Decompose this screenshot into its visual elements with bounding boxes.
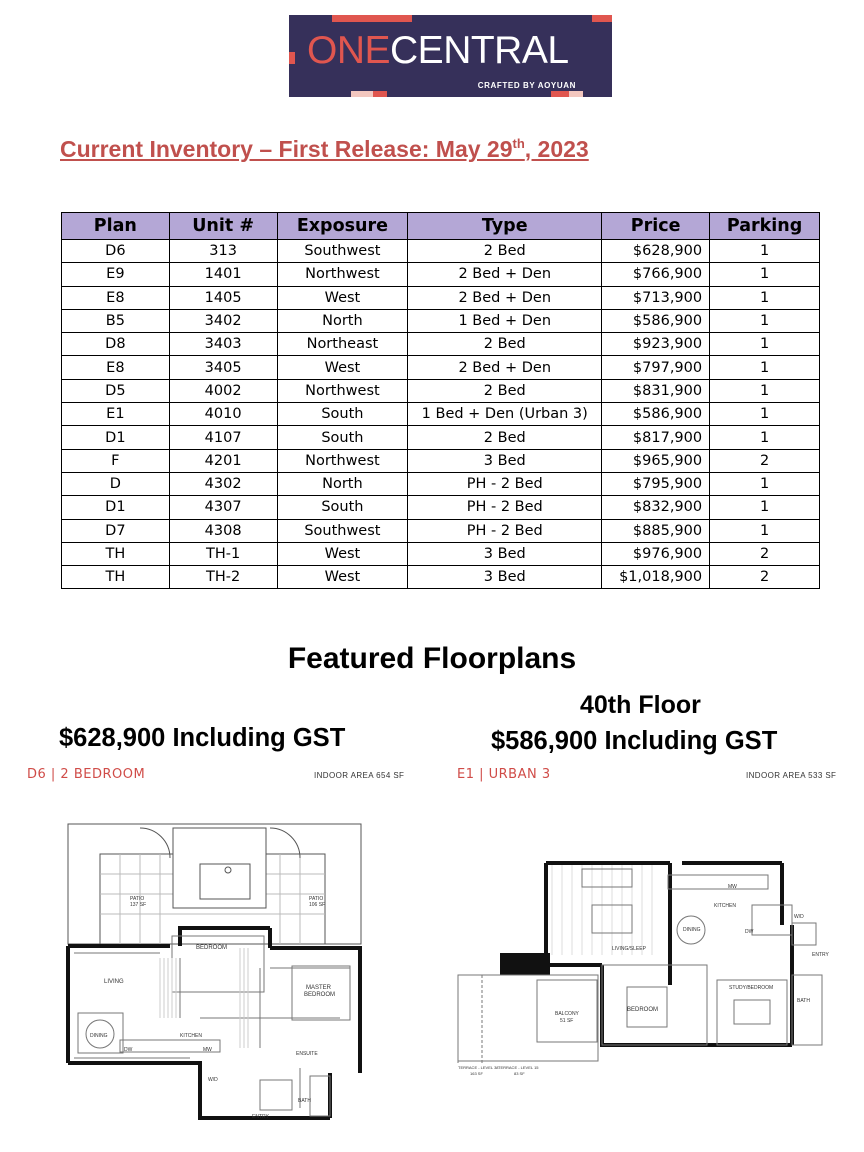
inventory-table bbox=[61, 212, 820, 589]
room-label-living-sleep: LIVING/SLEEP bbox=[612, 946, 646, 952]
cell-plan: D1 bbox=[62, 426, 170, 449]
cell-unit: 3402 bbox=[169, 309, 277, 332]
cell-plan: D7 bbox=[62, 519, 170, 542]
room-label-terrace2-sf: 83 SF bbox=[514, 1071, 525, 1076]
featured-heading: Featured Floorplans bbox=[287, 642, 577, 675]
room-label-ensuite: ENSUITE bbox=[296, 1051, 318, 1057]
cell-exposure: West bbox=[277, 566, 408, 589]
cell-type: 2 Bed bbox=[408, 333, 602, 356]
cell-type: 3 Bed bbox=[408, 449, 602, 472]
plan-label-left: D6 | 2 BEDROOM bbox=[27, 767, 146, 782]
cell-plan: E9 bbox=[62, 263, 170, 286]
area-label-right: INDOOR AREA 533 SF bbox=[746, 771, 837, 780]
room-label-kitchen: KITCHEN bbox=[180, 1033, 202, 1039]
cell-parking: 1 bbox=[710, 426, 820, 449]
logo-accent-bar bbox=[592, 15, 612, 22]
table-row bbox=[62, 333, 820, 356]
cell-exposure: West bbox=[277, 286, 408, 309]
cell-price: $831,900 bbox=[602, 379, 710, 402]
room-label-living: LIVING bbox=[104, 979, 124, 985]
cell-exposure: Northwest bbox=[277, 449, 408, 472]
room-label-terrace2: TERRACE - LEVEL 15 bbox=[498, 1065, 539, 1070]
floorplan-d6 bbox=[60, 818, 370, 1134]
cell-exposure: West bbox=[277, 542, 408, 565]
cell-type: 1 Bed + Den (Urban 3) bbox=[408, 403, 602, 426]
table-row bbox=[62, 379, 820, 402]
logo-accent-bar bbox=[351, 91, 373, 97]
cell-exposure: Southwest bbox=[277, 240, 408, 263]
cell-plan: TH bbox=[62, 566, 170, 589]
cell-parking: 1 bbox=[710, 286, 820, 309]
logo-accent-bar bbox=[289, 52, 295, 64]
brand-logo bbox=[289, 15, 612, 97]
room-label-patio-right: PATIO bbox=[309, 896, 324, 902]
cell-type: 2 Bed + Den bbox=[408, 356, 602, 379]
cell-exposure: Northeast bbox=[277, 333, 408, 356]
table-row bbox=[62, 263, 820, 286]
inventory-table-body bbox=[62, 240, 820, 589]
cell-plan: D6 bbox=[62, 240, 170, 263]
cell-type: 1 Bed + Den bbox=[408, 309, 602, 332]
cell-price: $628,900 bbox=[602, 240, 710, 263]
table-row bbox=[62, 240, 820, 263]
area-label-left: INDOOR AREA 654 SF bbox=[314, 771, 405, 780]
table-row bbox=[62, 426, 820, 449]
cell-price: $832,900 bbox=[602, 496, 710, 519]
room-label-patio-left-sf: 137 SF bbox=[130, 902, 147, 908]
cell-exposure: Northwest bbox=[277, 379, 408, 402]
cell-plan: D8 bbox=[62, 333, 170, 356]
cell-parking: 1 bbox=[710, 309, 820, 332]
cell-parking: 1 bbox=[710, 519, 820, 542]
column-header-exposure: Exposure bbox=[277, 213, 408, 240]
column-header-price: Price bbox=[602, 213, 710, 240]
cell-type: 3 Bed bbox=[408, 566, 602, 589]
cell-parking: 2 bbox=[710, 566, 820, 589]
logo-accent-bar bbox=[332, 15, 412, 22]
room-label-terrace1: TERRACE - LEVEL 38 bbox=[458, 1065, 499, 1070]
cell-plan: D1 bbox=[62, 496, 170, 519]
floorplan-e1 bbox=[452, 855, 848, 1085]
cell-parking: 1 bbox=[710, 333, 820, 356]
inventory-title: Current Inventory – First Release: May 29th, 2023 bbox=[60, 136, 589, 162]
cell-type: 2 Bed bbox=[408, 240, 602, 263]
room-label-kitchen: KITCHEN bbox=[714, 903, 736, 909]
table-row bbox=[62, 403, 820, 426]
cell-plan: E8 bbox=[62, 356, 170, 379]
plan-label-right: E1 | URBAN 3 bbox=[457, 767, 551, 782]
cell-unit: 1401 bbox=[169, 263, 277, 286]
cell-price: $1,018,900 bbox=[602, 566, 710, 589]
cell-unit: 4002 bbox=[169, 379, 277, 402]
room-label-patio-right-sf: 106 SF bbox=[309, 902, 326, 908]
cell-price: $766,900 bbox=[602, 263, 710, 286]
logo-accent-bar bbox=[373, 91, 387, 97]
room-label-dining: DINING bbox=[683, 927, 701, 933]
featured-price-left: $628,900 Including GST bbox=[59, 724, 346, 752]
table-row bbox=[62, 449, 820, 472]
room-label-bath: BATH bbox=[298, 1098, 311, 1104]
cell-exposure: Southwest bbox=[277, 519, 408, 542]
cell-parking: 1 bbox=[710, 240, 820, 263]
table-row bbox=[62, 472, 820, 495]
cell-plan: B5 bbox=[62, 309, 170, 332]
cell-type: 2 Bed bbox=[408, 426, 602, 449]
logo-accent-bar bbox=[569, 91, 583, 97]
cell-parking: 2 bbox=[710, 449, 820, 472]
cell-unit: TH-2 bbox=[169, 566, 277, 589]
cell-exposure: South bbox=[277, 403, 408, 426]
room-label-master-bedroom: BEDROOM bbox=[304, 992, 336, 998]
logo-wordmark: ONECENTRAL bbox=[307, 29, 569, 72]
room-label-mw: MW bbox=[203, 1047, 212, 1053]
cell-exposure: West bbox=[277, 356, 408, 379]
cell-price: $586,900 bbox=[602, 309, 710, 332]
cell-exposure: South bbox=[277, 426, 408, 449]
cell-parking: 1 bbox=[710, 403, 820, 426]
cell-plan: E1 bbox=[62, 403, 170, 426]
room-label-dw: DW bbox=[745, 929, 754, 935]
cell-type: 2 Bed + Den bbox=[408, 286, 602, 309]
table-row bbox=[62, 519, 820, 542]
cell-price: $923,900 bbox=[602, 333, 710, 356]
table-row bbox=[62, 286, 820, 309]
cell-unit: 1405 bbox=[169, 286, 277, 309]
cell-plan: E8 bbox=[62, 286, 170, 309]
table-row bbox=[62, 566, 820, 589]
cell-type: 2 Bed + Den bbox=[408, 263, 602, 286]
featured-price-right: $586,900 Including GST bbox=[491, 727, 778, 755]
column-header-plan: Plan bbox=[62, 213, 170, 240]
table-header-row bbox=[62, 213, 820, 240]
cell-plan: F bbox=[62, 449, 170, 472]
cell-exposure: North bbox=[277, 472, 408, 495]
table-row bbox=[62, 309, 820, 332]
column-header-unit: Unit # bbox=[169, 213, 277, 240]
cell-parking: 1 bbox=[710, 472, 820, 495]
cell-price: $965,900 bbox=[602, 449, 710, 472]
cell-parking: 1 bbox=[710, 379, 820, 402]
cell-unit: 4308 bbox=[169, 519, 277, 542]
cell-price: $885,900 bbox=[602, 519, 710, 542]
room-label-bedroom: BEDROOM bbox=[627, 1007, 659, 1013]
cell-price: $817,900 bbox=[602, 426, 710, 449]
cell-exposure: South bbox=[277, 496, 408, 519]
cell-price: $976,900 bbox=[602, 542, 710, 565]
cell-parking: 1 bbox=[710, 496, 820, 519]
structural-column bbox=[500, 953, 550, 975]
cell-unit: TH-1 bbox=[169, 542, 277, 565]
room-label-entry: ENTRY bbox=[812, 952, 829, 958]
cell-exposure: North bbox=[277, 309, 408, 332]
room-label-wd: W/D bbox=[208, 1077, 218, 1083]
cell-price: $797,900 bbox=[602, 356, 710, 379]
table-row bbox=[62, 542, 820, 565]
table-row bbox=[62, 356, 820, 379]
cell-unit: 3403 bbox=[169, 333, 277, 356]
cell-parking: 2 bbox=[710, 542, 820, 565]
cell-price: $795,900 bbox=[602, 472, 710, 495]
logo-tagline: CRAFTED BY AOYUAN bbox=[477, 81, 576, 90]
cell-unit: 313 bbox=[169, 240, 277, 263]
room-label-patio-left: PATIO bbox=[130, 896, 145, 902]
cell-unit: 4201 bbox=[169, 449, 277, 472]
cell-plan: D bbox=[62, 472, 170, 495]
room-label-entry: ENTRY bbox=[252, 1114, 269, 1120]
room-label-balcony-sf: 51 SF bbox=[560, 1018, 574, 1024]
logo-accent-bar bbox=[551, 91, 569, 97]
table-row bbox=[62, 496, 820, 519]
cell-unit: 4107 bbox=[169, 426, 277, 449]
cell-type: PH - 2 Bed bbox=[408, 472, 602, 495]
room-label-master: MASTER bbox=[306, 985, 332, 991]
cell-price: $586,900 bbox=[602, 403, 710, 426]
cell-type: 3 Bed bbox=[408, 542, 602, 565]
room-label-bedroom: BEDROOM bbox=[196, 945, 228, 951]
cell-type: 2 Bed bbox=[408, 379, 602, 402]
column-header-parking: Parking bbox=[710, 213, 820, 240]
room-label-mw: MW bbox=[728, 884, 737, 890]
room-label-wd: W/D bbox=[794, 914, 804, 920]
cell-type: PH - 2 Bed bbox=[408, 496, 602, 519]
cell-plan: TH bbox=[62, 542, 170, 565]
floor-label: 40th Floor bbox=[580, 691, 701, 719]
column-header-type: Type bbox=[408, 213, 602, 240]
cell-parking: 1 bbox=[710, 356, 820, 379]
cell-price: $713,900 bbox=[602, 286, 710, 309]
room-label-bath: BATH bbox=[797, 998, 810, 1004]
cell-parking: 1 bbox=[710, 263, 820, 286]
room-label-terrace1-sf: 163 SF bbox=[470, 1071, 483, 1076]
room-label-dining: DINING bbox=[90, 1033, 108, 1039]
room-label-dw: DW bbox=[124, 1047, 133, 1053]
terrace-area bbox=[458, 975, 598, 1061]
cell-unit: 3405 bbox=[169, 356, 277, 379]
cell-exposure: Northwest bbox=[277, 263, 408, 286]
cell-unit: 4302 bbox=[169, 472, 277, 495]
cell-unit: 4010 bbox=[169, 403, 277, 426]
cell-plan: D5 bbox=[62, 379, 170, 402]
cell-type: PH - 2 Bed bbox=[408, 519, 602, 542]
room-label-balcony: BALCONY bbox=[555, 1011, 579, 1017]
cell-unit: 4307 bbox=[169, 496, 277, 519]
room-label-study: STUDY/BEDROOM bbox=[729, 985, 774, 991]
